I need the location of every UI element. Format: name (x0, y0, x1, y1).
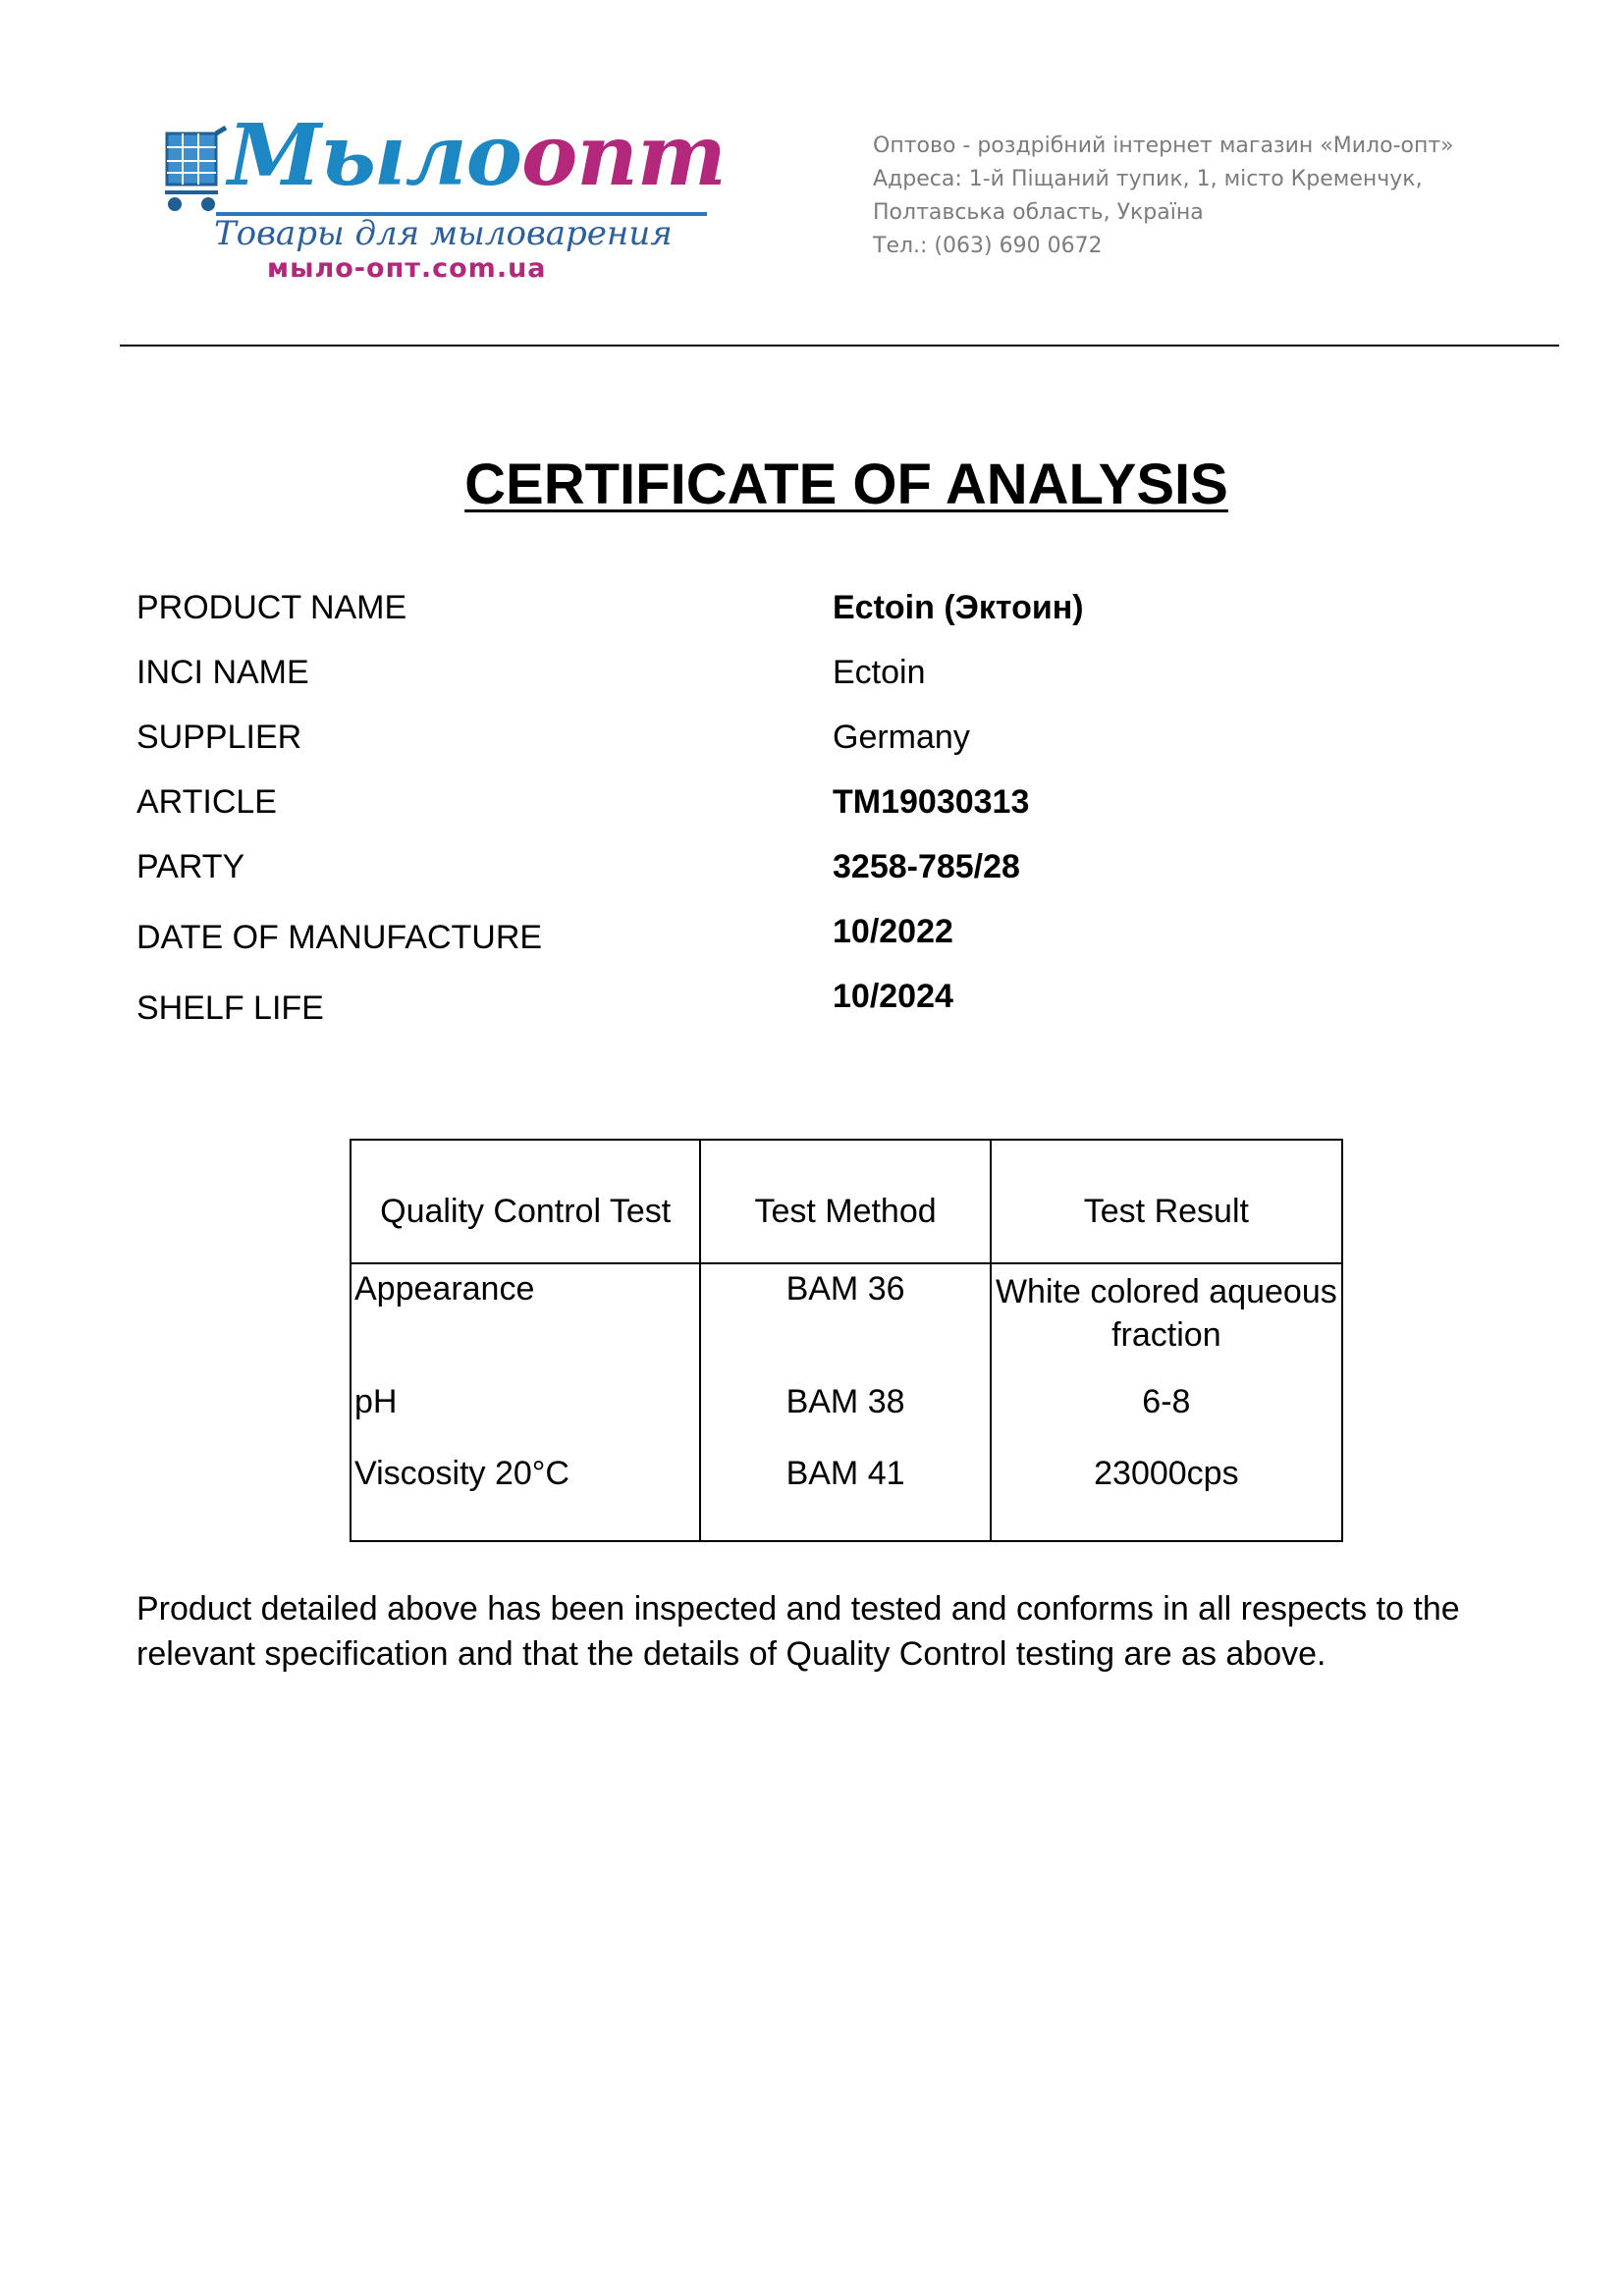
contact-line-address: Адреса: 1-й Піщаний тупик, 1, місто Кременчук, (873, 167, 1423, 191)
field-value-supplier: Germany (833, 719, 970, 756)
field-label-article: ARTICLE (136, 783, 277, 821)
cell-method: BAM 38 (700, 1377, 990, 1449)
contact-line-phone: Тел.: (063) 690 0672 (873, 234, 1103, 258)
field-value-article: TM19030313 (833, 783, 1030, 821)
logo-brand-part1: Мыло (228, 106, 522, 205)
field-label-inci-name: INCI NAME (136, 654, 309, 691)
logo-site: мыло-опт.com.ua (267, 253, 547, 284)
table-row (351, 1449, 1342, 1541)
field-value-product-name: Ectoin (Эктоин) (833, 589, 1084, 626)
header-divider (120, 345, 1559, 347)
cell-result: 23000cps (991, 1449, 1342, 1541)
table-header-row (351, 1140, 1342, 1263)
field-value-shelf-life: 10/2024 (833, 978, 953, 1015)
table-row (351, 1377, 1342, 1449)
cell-result-line1: White colored aqueous (995, 1273, 1337, 1310)
quality-control-table (350, 1139, 1343, 1542)
cell-test: Appearance (351, 1263, 700, 1377)
column-header-method: Test Method (700, 1140, 990, 1263)
field-label-supplier: SUPPLIER (136, 719, 302, 756)
cell-method: BAM 36 (700, 1263, 990, 1377)
conformity-statement: Product detailed above has been inspected and tested and conforms in all respects to the relevant specification and that the details of Quality Control testing are as above. (136, 1590, 1460, 1673)
field-value-date-of-manufacture: 10/2022 (833, 913, 953, 950)
field-label-party: PARTY (136, 848, 245, 885)
contact-line-region: Полтавська область, Україна (873, 200, 1204, 225)
logo-brand (228, 106, 726, 205)
field-label-product-name: PRODUCT NAME (136, 589, 407, 626)
shopping-cart-icon (161, 124, 232, 214)
cell-result (991, 1263, 1342, 1377)
field-value-inci-name: Ectoin (833, 654, 926, 691)
document-title: CERTIFICATE OF ANALYSIS (464, 453, 1228, 516)
cell-result: 6-8 (991, 1377, 1342, 1449)
column-header-test: Quality Control Test (351, 1140, 700, 1263)
contact-block (873, 130, 1454, 263)
field-label-shelf-life: SHELF LIFE (136, 989, 324, 1027)
cell-test: pH (351, 1377, 700, 1449)
company-logo (157, 106, 726, 287)
logo-brand-part2: опт (521, 106, 726, 205)
cell-result-line2: fraction (1111, 1316, 1221, 1354)
table-row (351, 1263, 1342, 1377)
cell-method: BAM 41 (700, 1449, 990, 1541)
contact-line-shop: Оптово - роздрібний інтернет магазин «Мило-опт» (873, 133, 1454, 158)
column-header-result: Test Result (991, 1140, 1342, 1263)
field-value-party: 3258-785/28 (833, 848, 1020, 885)
field-label-date-of-manufacture: DATE OF MANUFACTURE (136, 919, 543, 956)
logo-tagline: Товары для мыловарения (214, 214, 673, 253)
cell-test: Viscosity 20°C (351, 1449, 700, 1541)
